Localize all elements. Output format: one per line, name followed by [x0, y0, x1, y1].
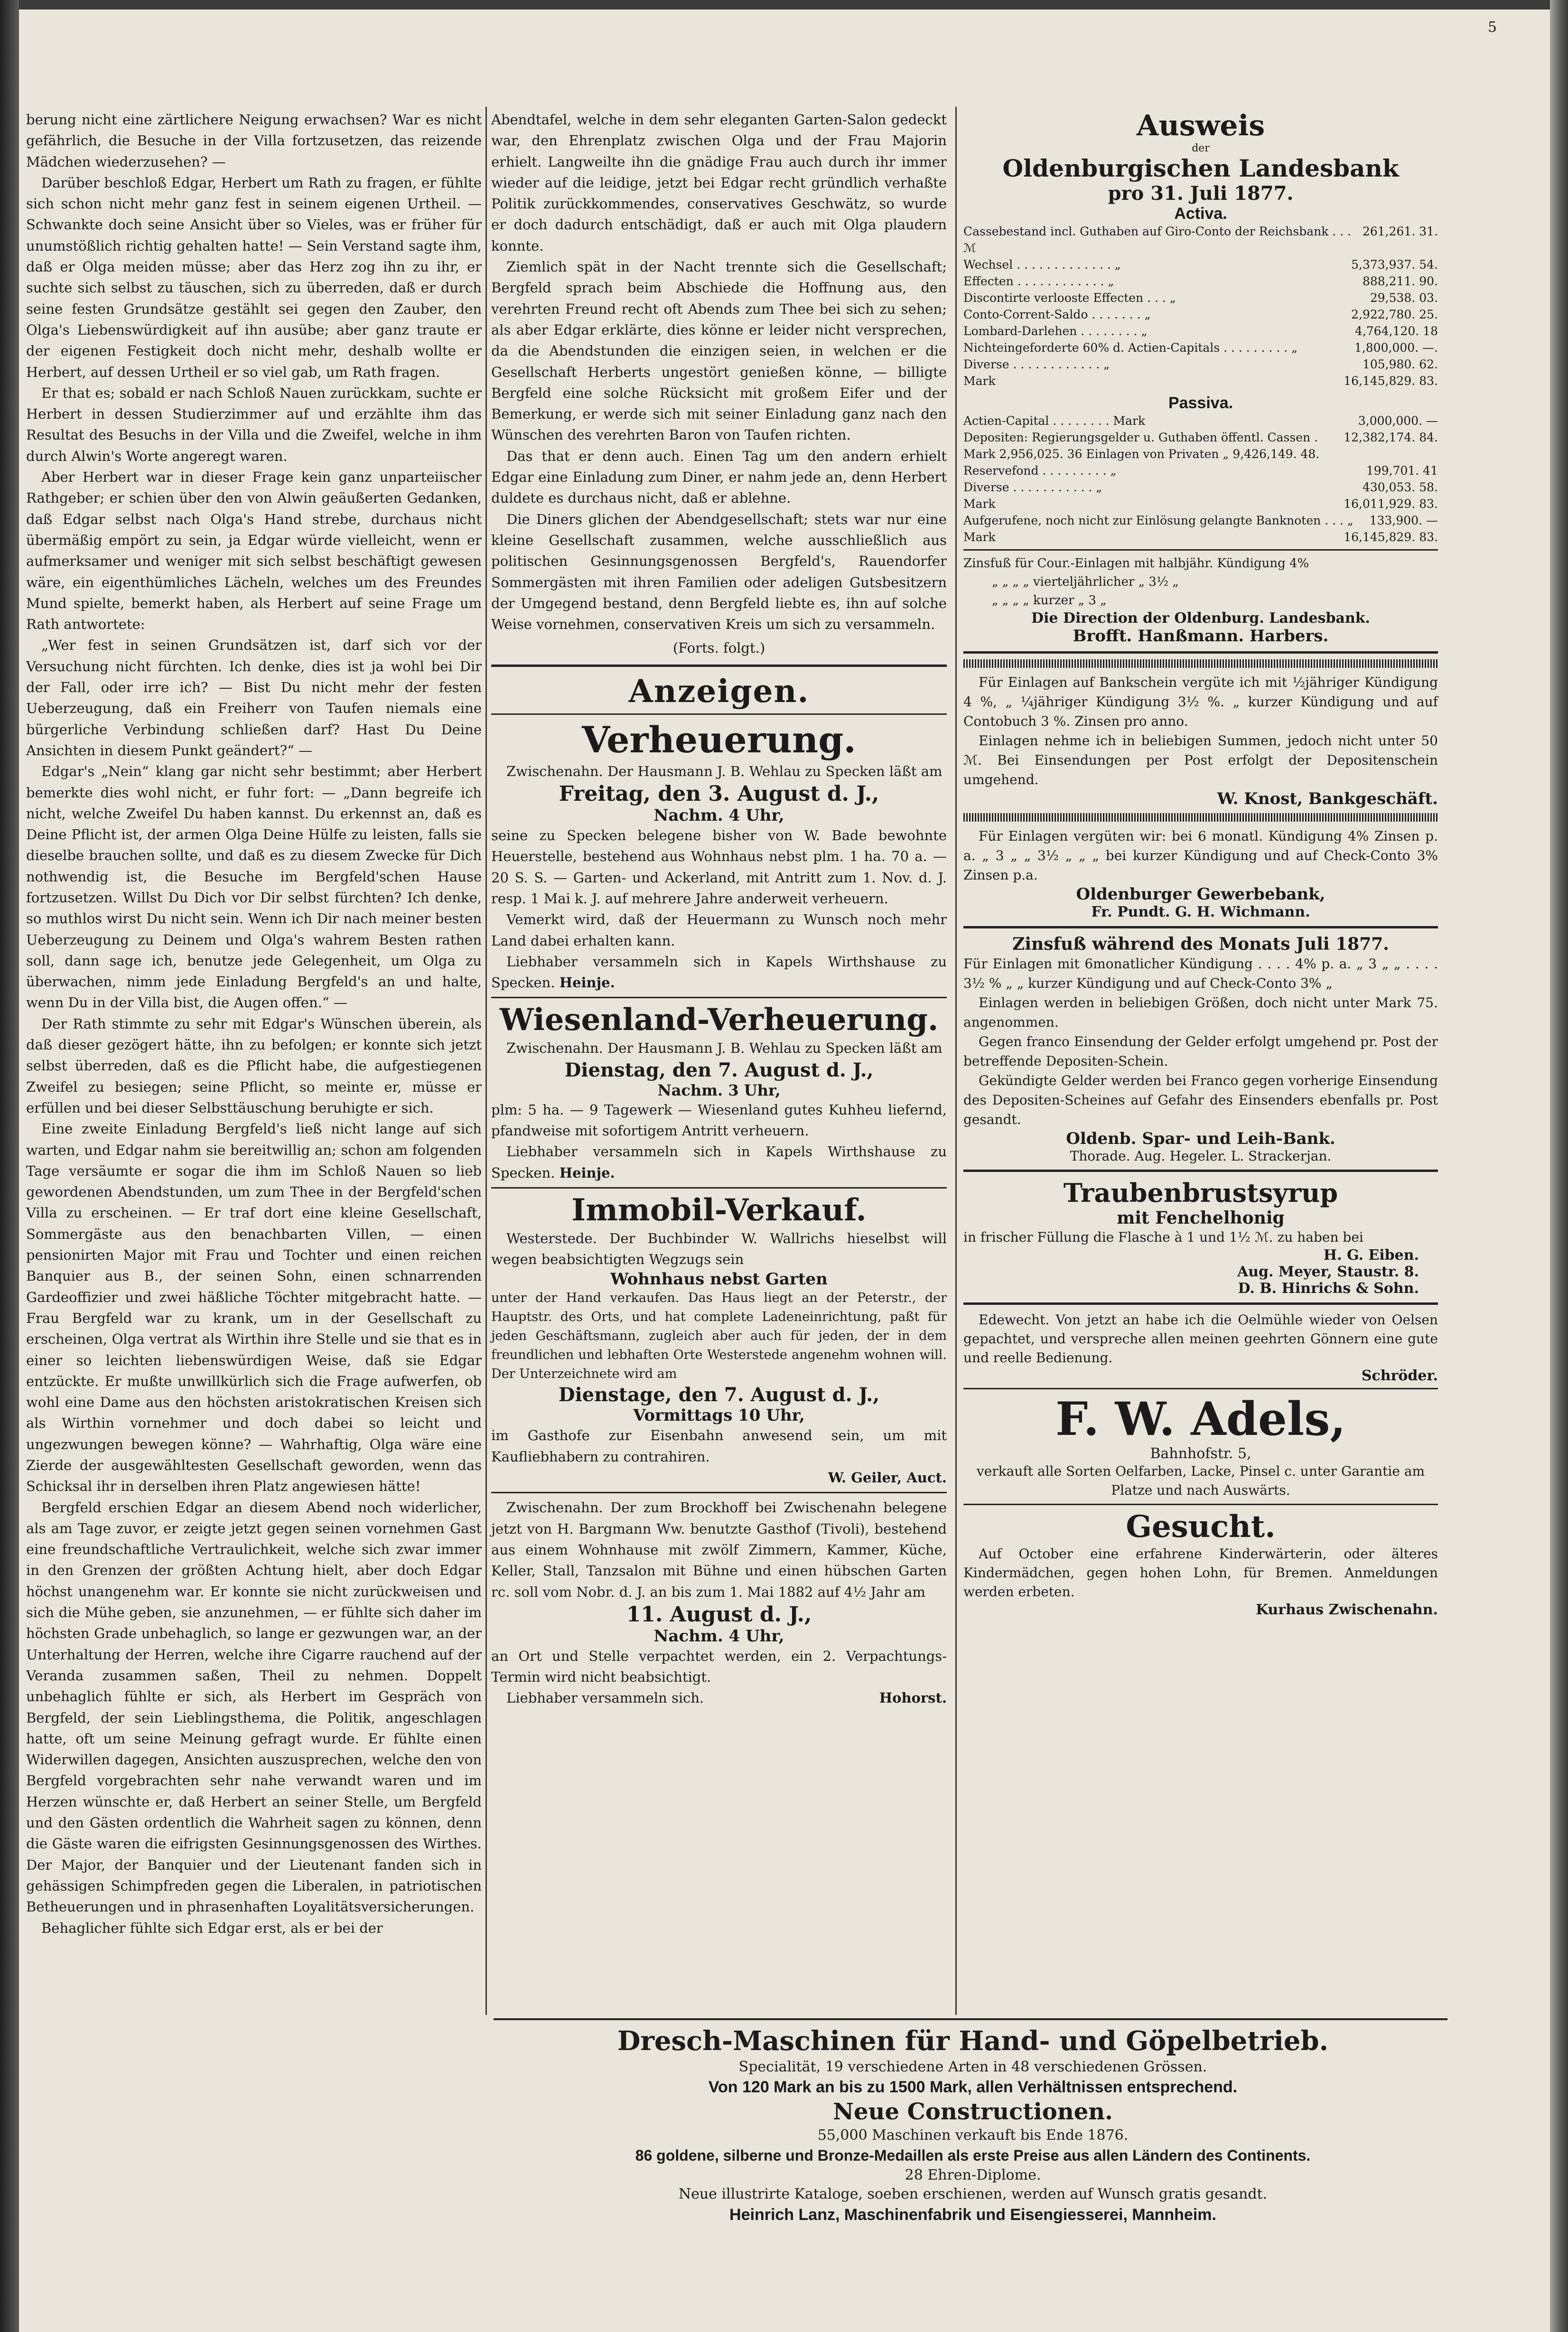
story-column-1	[26, 109, 482, 1939]
ad-signature: Brofft. Hanßmann. Harbers.	[1073, 627, 1329, 646]
activa-table	[963, 223, 1438, 389]
story-paragraph: Bergfeld erschien Edgar an diesem Abend noch widerlicher, als am Tage zuvor, er zeigte jetzt gegen seinen vornehmen Gast eine freundschaftliche Vertraulichkeit, welche sich zwar immer in den Grenzen der größten Achtung hielt, aber doch Edgar höchst unangenehm war. Er konnte sie nicht zurückweisen und sich die Mühe geben, sie anzunehmen, — er fühlte sich daher im höchsten Grade unbehaglich, so lange er gezwungen war, an der Unterhaltung der Herren, welche ihre Cigarre rauchend auf der Veranda zusammen saßen, Theil zu nehmen. Doppelt unbehaglich fühlte er sich, als Herbert im Gespräch von Bergfeld, der sein Lieblingsthema, die Politik, angeschlagen hatte, oft um seine Meinung gefragt wurde. Er fühlte einen Widerwillen dagegen, Ansichten auszusprechen, welche den von Bergfeld vorgebrachten sehr nahe verwandt waren und im Herzen wünschte er, daß Herbert an seiner Stelle, um Bergfeld und den Gästen ordentlich die Wahrheit sagen zu können, denn die Gäste waren die eifrigsten Gesinnungsgenossen des Wirthes. Der Major, der Banquier und der Lieutenant fanden sich in gehässigen Schimpfreden gegen die Liberalen, in patriotischen Betheuerungen und in phrasenhaften Loyalitätsversicherungen.	[26, 1499, 482, 1915]
interest-line: „ „ „ „ kurzer „ 3 „	[992, 593, 1107, 608]
ad-signature: Kurhaus Zwischenahn.	[1256, 1601, 1438, 1618]
account-label: Diverse . . . . . . . . . . . . „	[963, 357, 1110, 371]
hatched-divider	[963, 813, 1438, 822]
ad-text: Für Einlagen auf Bankschein vergüte ich mit ½jähriger Kündigung 4 %, „ ¼jähriger Kündigung 3½ %. „ kurzer Kündigung und auf Contobuch 3 %. Zinsen pro anno.	[963, 674, 1438, 729]
account-label: Discontirte verlooste Effecten . . . „	[963, 291, 1176, 305]
divider	[963, 926, 1438, 928]
story-paragraph: Das that er denn auch. Einen Tag um den andern erhielt Edgar eine Einladung zum Diner, er nahm jede an, denn Herbert duldete es durchaus nicht, daß er ablehne.	[491, 448, 947, 506]
account-row	[963, 323, 1438, 339]
ad-signature: Thorade. Aug. Hegeler. L. Strackerjan.	[1070, 1148, 1332, 1164]
ad-text: an Ort und Stelle verpachtet werden, ein 2. Verpachtungs-Termin wird nicht beabsichtigt.	[491, 1648, 947, 1686]
ad-text: Auf October eine erfahrene Kinderwärterin, oder älteres Kindermädchen, gegen hohen Lohn, für Bremen. Anmeldungen werden erbeten.	[963, 1546, 1438, 1600]
ad-immobil	[491, 1192, 947, 1488]
ad-text	[491, 951, 947, 993]
account-value: 1,800,000. —.	[1354, 341, 1438, 355]
ad-text: unter der Hand verkaufen. Das Haus liegt an der Peterstr., der Hauptstr. des Orts, und hat complete Ladeneinrichtung, paßt für jeden Geschäftsmann, zugleich aber auch für jeden, der in dem freundlichen und lebhaften Orte Westerstede angenehm wohnen will. Der Unterzeichnete wird am	[491, 1291, 947, 1382]
account-label: Mark	[963, 374, 996, 388]
banner-footer: Heinrich Lanz, Maschinenfabrik und Eisengiesserei, Mannheim.	[729, 2206, 1216, 2224]
account-value: 16,145,829. 83.	[1344, 374, 1438, 388]
ad-date: pro 31. Juli 1877.	[1108, 182, 1294, 205]
account-row	[963, 290, 1438, 306]
ads-heading: Anzeigen.	[628, 672, 810, 710]
ad-title: Zinsfuß während des Monats Juli 1877.	[1012, 934, 1389, 954]
account-row	[963, 496, 1438, 512]
story-paragraph: „Wer fest in seinen Grundsätzen ist, darf sich vor der Versuchung nicht fürchten. Ich denke, dies ist ja wohl bei Dir der Fall, oder irre ich? — Bist Du nicht mehr der festen Ueberzeugung, daß ein Freiherr von Taufen niemals eine bürgerliche Verbindung schließen darf? Hast Du Deine Ansichten in diesem Punkt geändert?“ —	[26, 637, 482, 759]
banner-top-rule	[494, 2018, 1447, 2020]
ad-signature: Oldenburger Gewerbebank,	[1076, 885, 1325, 904]
ad-title: Traubenbrustsyrup	[1063, 1178, 1338, 1208]
ad-sparbank	[963, 934, 1438, 1164]
account-row	[963, 223, 1438, 256]
hatched-divider	[963, 659, 1438, 668]
ad-knost	[963, 673, 1438, 808]
ad-gasthof	[491, 1497, 947, 1708]
divider	[491, 1492, 947, 1493]
banner-line: 86 goldene, silberne und Bronze-Medaillen als erste Preise aus allen Ländern des Continents.	[635, 2147, 1311, 2164]
ad-signature: Schröder.	[1361, 1367, 1438, 1384]
divider	[491, 665, 947, 667]
ad-time: Nachm. 4 Uhr,	[653, 806, 784, 825]
column-rule-2	[955, 107, 957, 2015]
ad-signature: W. Knost, Bankgeschäft.	[1217, 789, 1438, 808]
ad-text: Bahnhofstr. 5,	[1150, 1445, 1251, 1462]
account-label: Aufgerufene, noch nicht zur Einlösung gelangte Banknoten . . . „	[963, 514, 1353, 527]
ad-text: Westerstede. Der Buchbinder W. Wallrichs hieselbst will wegen beabsichtigten Wegzugs sein	[491, 1230, 947, 1268]
banner-line: Von 120 Mark an bis zu 1500 Mark, allen Verhältnissen entsprechend.	[708, 2078, 1238, 2096]
divider	[963, 549, 1438, 551]
column-rule-1	[485, 107, 487, 2015]
ad-title: Ausweis	[1136, 109, 1265, 142]
ad-wiesenland	[491, 1002, 947, 1183]
banner-line: Specialität, 19 verschiedene Arten in 48 verschiedenen Grössen.	[738, 2059, 1207, 2075]
ad-signature: W. Geiler, Auct.	[828, 1470, 947, 1486]
ad-signature: Heinje.	[559, 1164, 615, 1181]
ad-title: Wiesenland-Verheuerung.	[499, 1002, 939, 1038]
divider	[963, 651, 1438, 654]
divider	[491, 713, 947, 715]
account-row	[963, 429, 1438, 462]
account-value: 2,922,780. 25.	[1351, 308, 1438, 321]
ad-text: Einlagen nehme ich in beliebigen Summen, jedoch nicht unter 50 ℳ. Bei Einsendungen per Post erfolgt der Depositenschein umgehend.	[963, 733, 1438, 787]
banner-subtitle: Neue Constructionen.	[833, 2098, 1113, 2125]
ad-adels	[963, 1393, 1438, 1500]
ad-text: plm: 5 ha. — 9 Tagewerk — Wiesenland gutes Kuhheu liefernd, pfandweise mit sofortigem Antritt verheuern.	[491, 1101, 947, 1139]
banner-line: Neue illustrirte Kataloge, soeben erschienen, werden auf Wunsch gratis gesandt.	[678, 2186, 1268, 2202]
account-value: 199,701. 41	[1366, 464, 1438, 478]
ad-verheuerung	[491, 719, 947, 993]
interest-line: Zinsfuß für Cour.-Einlagen mit halbjähr. Kündigung 4%	[963, 556, 1309, 571]
account-row	[963, 339, 1438, 356]
account-value: 5,373,937. 54.	[1351, 258, 1438, 272]
account-value: 133,900. —	[1369, 514, 1438, 527]
ad-date: Freitag, den 3. August d. J.,	[559, 782, 879, 806]
bank-name: Oldenburgischen Landesbank	[1002, 154, 1399, 182]
account-label: Mark	[963, 530, 996, 544]
account-row	[963, 273, 1438, 290]
ad-title: Immobil-Verkauf.	[571, 1192, 867, 1228]
story-paragraph: Darüber beschloß Edgar, Herbert um Rath zu fragen, er fühlte sich schon nicht mehr ganz fest in seinem eigenen Urtheil. — Schwankte doch seine Ansicht über so Vieles, was er früher für unumstößlich richtig gehalten hatte! — Sein Verstand sagte ihm, daß er Olga meiden müsse; aber das Herz zog ihn zu ihr, er suchte sich selbst zu täuschen, sich zu überreden, daß er durch seine festen Grundsätze gestählt sei gegen den Zauber, den Olga's Liebenswürdigkeit auf ihn ausübe; aber ganz traute er der eigenen Festigkeit doch nicht mehr, deshalb wollte er Herbert, auf dessen Urtheil er so viel gab, um Rath fragen.	[26, 174, 482, 380]
page-edge	[1550, 0, 1568, 2332]
ad-text: im Gasthofe zur Eisenbahn anwesend sein, um mit Kaufliebhabern zu contrahiren.	[491, 1427, 947, 1465]
account-value: 12,382,174. 84.	[1344, 431, 1438, 444]
story-paragraph: Behaglicher fühlte sich Edgar erst, als er bei der	[41, 1920, 383, 1936]
account-label: Actien-Capital . . . . . . . . Mark	[963, 414, 1146, 428]
ad-title: Gesucht.	[1126, 1509, 1276, 1545]
ad-text: Gegen franco Einsendung der Gelder erfolgt umgehend pr. Post der betreffende Depositen-Schein.	[963, 1034, 1438, 1069]
ad-text	[491, 1687, 947, 1708]
ad-oelmuehle	[963, 1311, 1438, 1384]
divider	[491, 1187, 947, 1189]
account-label: Lombard-Darlehen . . . . . . . . „	[963, 324, 1148, 338]
story-paragraph: Der Rath stimmte zu sehr mit Edgar's Wünschen überein, als daß dieser gezögert hätte, ihn zu befolgen; er konnte sich jetzt selbst überreden, daß es die Pflicht habe, die aufgestiegenen Zweifel zu besiegen; seine Pflicht, so meinte er, müsse er erfüllen und bei dieser Selbsttäuschung beruhigte er sich.	[26, 1015, 482, 1116]
account-row	[963, 529, 1438, 545]
story-paragraph: Er that es; sobald er nach Schloß Nauen zurückkam, suchte er Herbert in dessen Studierzimmer auf und erzählte ihm das Resultat des Besuchs in der Villa und die Zweifel, welche in ihm durch Alwin's Worte angeregt waren.	[26, 384, 482, 464]
account-value: 16,011,929. 83.	[1344, 497, 1438, 511]
story-paragraph: Ziemlich spät in der Nacht trennte sich die Gesellschaft; Bergfeld sprach beim Abschiede die Hoffnung aus, den verehrten Freund recht oft Abends zum Thee bei sich zu sehen; als aber Edgar erklärte, dies könne er leider nicht versprechen, da die Abendstunden die einzigen seien, in welchen er die Gesellschaft Herberts ungestört genießen könne, — billigte Bergfeld eine solche Rücksicht mit großem Eifer und der Bemerkung, er werde sich mit seiner Einladung ganz nach den Wünschen des verehrten Baron von Taufen richten.	[491, 259, 947, 443]
ad-date: Dienstag, den 7. August d. J.,	[564, 1058, 874, 1081]
banner-lanz	[494, 2024, 1452, 2226]
ad-text: Vemerkt wird, daß der Heuermann zu Wunsch noch mehr Land dabei erhalten kann.	[491, 911, 947, 949]
story-paragraph: Abendtafel, welche in dem sehr eleganten Garten-Salon gedeckt war, den Ehrenplatz zwischen Olga und der Frau Majorin erhielt. Langweilte ihn die gnädige Frau auch durch ihr immer wieder auf die leidige, jetzt bei Edgar recht gründlich verhaßte Politik zurückkommendes, conservatives Geschwätz, so wurde er doch dadurch entschädigt, daß er auch mit Olga plaudern konnte.	[491, 112, 947, 254]
divider	[963, 1170, 1438, 1172]
account-row	[963, 412, 1438, 429]
ad-signature: Oldenb. Spar- und Leih-Bank.	[1066, 1129, 1335, 1148]
ad-signature: D. B. Hinrichs & Sohn.	[1238, 1280, 1419, 1297]
account-value: 430,053. 58.	[1362, 480, 1438, 494]
ad-title: Verheuerung.	[582, 718, 856, 761]
account-value: 4,764,120. 18	[1355, 324, 1438, 338]
account-label: Diverse . . . . . . . . . . . „	[963, 480, 1102, 494]
ad-text: Für Einlagen vergüten wir: bei 6 monatl. Kündigung 4% Zinsen p. a. „ 3 „ „ 3½ „ „ „ bei kurzer Kündigung und auf Check-Conto 3% Zinsen p.a.	[963, 828, 1438, 883]
ad-text-inline: Liebhaber versammeln sich.	[506, 1690, 704, 1706]
page-number: 5	[1488, 19, 1497, 36]
ad-date: 11. August d. J.,	[626, 1602, 812, 1627]
account-label: Depositen: Regierungsgelder u. Guthaben öffentl. Cassen . Mark 2,956,025. 36 Einlagen von Privaten „ 9,426,149. 48.	[963, 431, 1320, 461]
account-row	[963, 512, 1438, 529]
account-value: 888,211. 90.	[1362, 274, 1438, 288]
story-paragraph: Eine zweite Einladung Bergfeld's ließ nicht lange auf sich warten, und Edgar nahm sie bereitwillig an; schon am folgenden Tage versäumte er sogar die ihm im Schloß Nauen so lieb gewordenen Abendstunden, um zum Thee in der Bergfeld'schen Villa zu erscheinen. — Er traf dort eine kleine Gesellschaft, Sommergäste aus den benachbarten Villen, — einen pensionirten Major mit Frau und Tochter und einen reichen Banquier aus B., der seinen Sohn, einen schnarrenden Gardeoffizier und zwei häßliche Töchter mitgebracht hatte. — Frau Bergfeld war zu krank, um in der Gesellschaft zu erscheinen, Olga vertrat als Wirthin ihre Stelle und sie that es in einer so leichten liebenswürdigen Weise, daß sie Edgar entzückte. Er mußte unwillkürlich sich die Frage aufwerfen, ob wohl eine Dame aus den höchsten aristokratischen Kreisen sich als Wirthin vornehmer und doch dabei so leicht und ungezwungen bewegen könne? — Wahrhaftig, Olga wäre eine Zierde der ausgewähltesten Gesellschaft geworden, wenn das Schicksal ihr in derselben ihren Platz angewiesen hätte!	[26, 1121, 482, 1495]
ad-gewerbebank	[963, 826, 1438, 920]
ad-text: Zwischenahn. Der zum Brockhoff bei Zwischenahn belegene jetzt von H. Bargmann Ww. benutzte Gasthof (Tivoli), bestehend aus einem Wohnhause mit zwölf Zimmern, Kammer, Küche, Keller, Stall, Tanzsalon mit Bühne und einen hübschen Garten rc. soll vom Nobr. d. J. an bis zum 1. Mai 1882 auf 4½ Jahr am	[491, 1499, 947, 1600]
ad-signature: Fr. Pundt. G. H. Wichmann.	[1091, 904, 1310, 920]
ad-signature: H. G. Eiben.	[1323, 1247, 1419, 1264]
ad-text: Zwischenahn. Der Hausmann J. B. Wehlau zu Specken läßt am	[506, 1040, 943, 1057]
banner-title: Dresch-Maschinen für Hand- und Göpelbetrieb.	[617, 2025, 1329, 2057]
ad-text: seine zu Specken belegene bisher von W. Bade bewohnte Heuerstelle, bestehend aus Wohnhaus nebst plm. 1 ha. 70 a. — 20 S. S. — Garten- und Ackerland, mit Antritt zum 1. Nov. d. J. resp. 1 Mai k. J. auf mehrere Jahre anderweit verheuern.	[491, 827, 947, 907]
account-value: 261,261. 31.	[1362, 225, 1438, 238]
account-value: 16,145,829. 83.	[1344, 530, 1438, 544]
ad-text	[491, 1141, 947, 1183]
account-row	[963, 373, 1438, 389]
ad-text-inline: Liebhaber versammeln sich in Kapels Wirthshause zu Specken.	[491, 1143, 947, 1181]
ad-time: Nachm. 4 Uhr,	[653, 1626, 784, 1646]
ad-text: Edewecht. Von jetzt an habe ich die Oelmühle wieder von Oelsen gepachtet, und verspreche allen meinen geehrten Gönnern eine gute und reelle Bedienung.	[963, 1312, 1438, 1366]
ad-time: Nachm. 3 Uhr,	[657, 1081, 781, 1099]
account-label: Wechsel . . . . . . . . . . . . . „	[963, 258, 1121, 272]
banner-line: 28 Ehren-Diplome.	[905, 2167, 1041, 2183]
ad-title: F. W. Adels,	[1055, 1392, 1346, 1446]
account-row	[963, 256, 1438, 273]
story-paragraph: Edgar's „Nein“ klang gar nicht sehr bestimmt; aber Herbert bemerkte dies wohl nicht, er fuhr fort: — „Dann begreife ich nicht, welche Zweifel Du haben kannst. Du erkennst an, daß es Deine Pflicht ist, der armen Olga Deine Hülfe zu leisten, falls sie dieselbe brauchen sollte, und daß es zu diesem Zwecke für Dich nothwendig ist, die Besuche im Bergfeld'schen Hause fortzusetzen. Willst Du Dich vor Dir selbst fürchten? Ich denke, so muthlos wirst Du nicht sein. Wenn ich Dir nach meiner besten Ueberzeugung zu Deinem und Olga's wahrem Besten rathen soll, dann sage ich, benutze jede Gelegenheit, um Olga zu überwachen, nimm jede Einladung Bergfeld's an und halte, wenn Du in der Villa bist, die Augen offen.“ —	[26, 763, 482, 1011]
ad-signature: Heinje.	[559, 974, 615, 991]
divider	[963, 1302, 1438, 1305]
account-row	[963, 479, 1438, 496]
account-row	[963, 462, 1438, 479]
interest-line: „ „ „ „ vierteljährlicher „ 3½ „	[992, 575, 1179, 589]
ads-column-3	[963, 109, 1438, 1618]
binding-gutter	[0, 0, 19, 2332]
ad-signature: Hohorst.	[879, 1690, 947, 1706]
continuation-note: (Forts. folgt.)	[672, 640, 765, 656]
ad-gesucht	[963, 1509, 1438, 1618]
divider	[963, 1388, 1438, 1389]
story-paragraph: Die Diners glichen der Abendgesellschaft; stets war nur eine kleine Gesellschaft zusammen, welche ausschließlich aus politischen Gesinnungsgenossen Bergfeld's, Rauendorfer Sommergästen mit ihren Familien oder adeligen Gutsbesitzern der Umgegend bestand, denn Bergfeld liebte es, ihn auf solche Weise vornehmen, conservativen Kreis um sich zu versammeln.	[491, 511, 947, 633]
ad-subtitle: Wohnhaus nebst Garten	[610, 1270, 828, 1289]
story-paragraph: berung nicht eine zärtlichere Neigung erwachsen? War es nicht gefährlich, die Besuche in der Villa fortzusetzen, das reizende Mädchen wiederzusehen? —	[26, 112, 482, 170]
ad-text: Zwischenahn. Der Hausmann J. B. Wehlau zu Specken läßt am	[506, 763, 943, 779]
story-column-2	[491, 109, 947, 1709]
account-label: Reservefond . . . . . . . . . „	[963, 464, 1117, 478]
account-value: 105,980. 62.	[1362, 357, 1438, 371]
ad-text: Einlagen werden in beliebigen Größen, doch nicht unter Mark 75. angenommen.	[963, 995, 1438, 1030]
divider	[491, 997, 947, 998]
banner-line: 55,000 Maschinen verkauft bis Ende 1876.	[817, 2127, 1129, 2144]
ad-syrup	[963, 1178, 1438, 1297]
account-row	[963, 356, 1438, 373]
section-heading: Activa.	[1174, 205, 1227, 223]
account-label: Mark	[963, 497, 996, 511]
passiva-table	[963, 412, 1438, 545]
account-value: 29,538. 03.	[1370, 291, 1438, 305]
ad-text: Für Einlagen mit 6monatlicher Kündigung . . . . 4% p. a. „ 3 „ „ . . . . 3½ % „ „ kurzer Kündigung und auf Check-Conto 3% „	[963, 956, 1438, 991]
ad-ausweis	[963, 109, 1438, 646]
account-value: 3,000,000. —	[1358, 414, 1438, 428]
ad-text: Gekündigte Gelder werden bei Franco gegen vorherige Einsendung des Depositen-Scheines auf Gefahr des Einsenders ebenfalls pr. Post gesandt.	[963, 1073, 1438, 1127]
ad-subtitle: mit Fenchelhonig	[1117, 1208, 1285, 1228]
ad-time: Vormittags 10 Uhr,	[633, 1406, 805, 1425]
section-heading: Passiva.	[1168, 394, 1233, 412]
story-paragraph: Aber Herbert war in dieser Frage kein ganz unparteiischer Rathgeber; er schien über den von Alwin geäußerten Gedanken, daß Edgar selbst nach Olga's Hand strebe, durchaus nicht übermäßig empört zu sein, ja Edgar würde vielleicht, wenn er aufmerksamer und weniger mit sich selbst beschäftigt gewesen wäre, ein eigenthümliches Lächeln, welches um des Freundes Mund spielte, bemerkt haben, als Herbert auf seine Frage um Rath antwortete:	[26, 469, 482, 633]
divider	[963, 1504, 1438, 1505]
ad-signature: Aug. Meyer, Staustr. 8.	[1237, 1264, 1419, 1280]
account-label: Nichteingeforderte 60% d. Actien-Capitals . . . . . . . . . „	[963, 341, 1298, 355]
ad-text: der	[1192, 142, 1210, 154]
ad-date: Dienstage, den 7. August d. J.,	[558, 1384, 880, 1406]
ad-text-inline: Liebhaber versammeln sich in Kapels Wirthshause zu Specken.	[491, 953, 947, 991]
ad-text: verkauft alle Sorten Oelfarben, Lacke, Pinsel c. unter Garantie am Platze und nach Auswärts.	[976, 1463, 1425, 1498]
ad-signature: Die Direction der Oldenburg. Landesbank.	[1031, 610, 1370, 627]
account-label: Effecten . . . . . . . . . . . . „	[963, 274, 1114, 288]
account-label: Cassebestand incl. Guthaben auf Giro-Conto der Reichsbank . . . ℳ	[963, 225, 1352, 255]
ad-text: in frischer Füllung die Flasche à 1 und 1½ ℳ. zu haben bei	[963, 1229, 1363, 1245]
account-row	[963, 306, 1438, 323]
account-label: Conto-Corrent-Saldo . . . . . . . „	[963, 308, 1151, 321]
